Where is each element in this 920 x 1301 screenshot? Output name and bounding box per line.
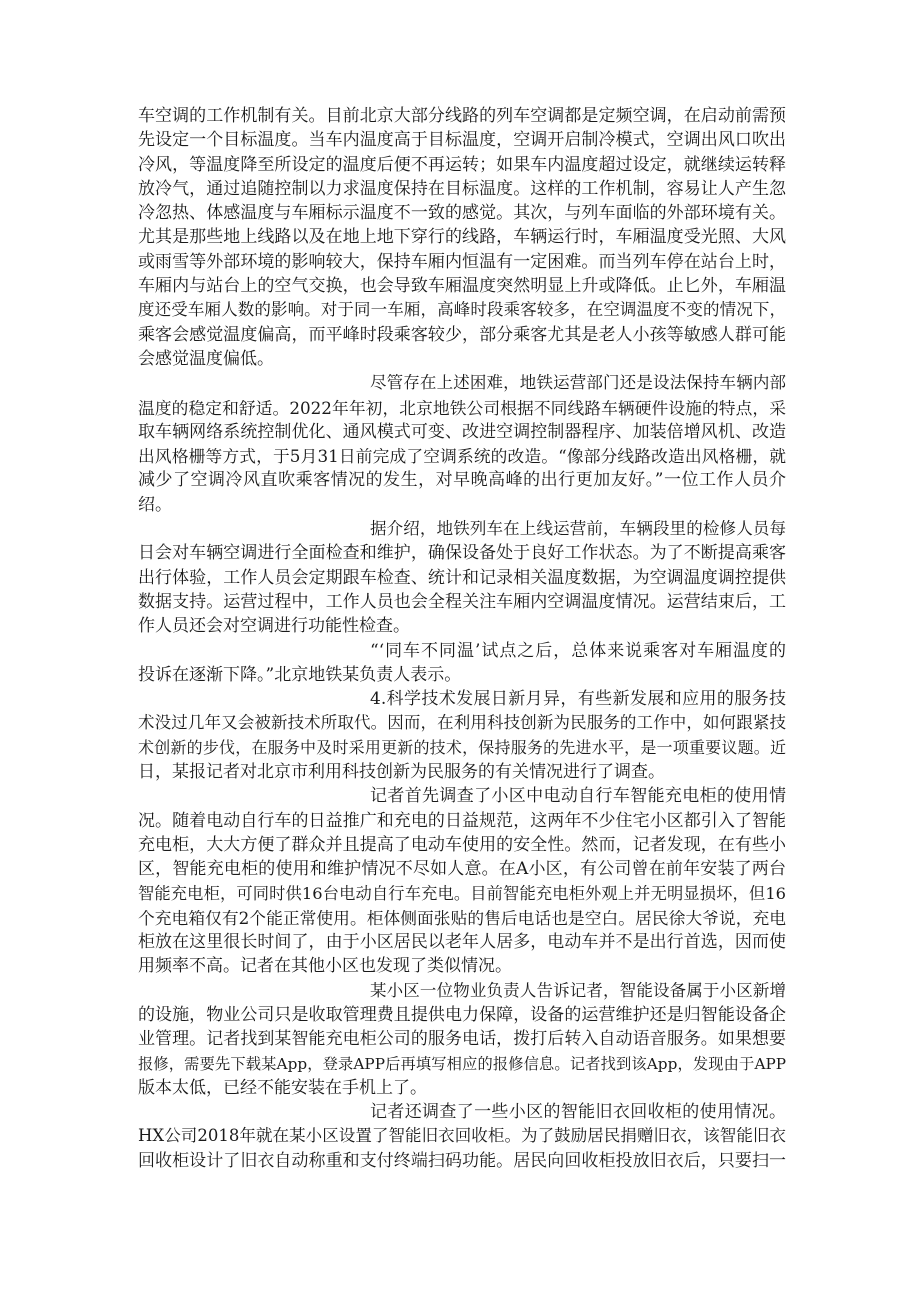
text-line: 智能充电柜，可同时供16台电动自行车充电。目前智能充电柜外观上并无明显损坏，但16 bbox=[138, 883, 786, 903]
text-line: 度还受车厢人数的影响。对于同一车厢，高峰时段乘客较多，在空调温度不变的情况下， bbox=[138, 300, 786, 320]
text-line: 车厢内与站台上的空气交换，也会导致车厢温度突然明显上升或降低。止匕外，车厢温 bbox=[138, 276, 786, 297]
text-line: 出风格栅等方式，于5月31日前完成了空调系统的改造。“像部分线路改造出风格栅，就 bbox=[138, 446, 786, 467]
text-line: 温度的稳定和舒适。2022年年初，北京地铁公司根据不同线路车辆硬件设施的特点，采 bbox=[138, 397, 786, 418]
text-line: 日会对车辆空调进行全面检查和维护，确保设备处于良好工作状态。为了不断提高乘客 bbox=[138, 543, 786, 564]
text-line: 取车辆网络系统控制优化、通风模式可变、改进空调控制器程序、加装倍增风机、改造 bbox=[138, 421, 786, 442]
text-line: 或雨雪等外部环境的影响较大，保持车厢内恒温有一定困难。而当列车停在站台上时， bbox=[138, 251, 786, 272]
text-line: 尤其是那些地上线路以及在地上地下穿行的线路，车辆运行时，车厢温度受光照、大风 bbox=[138, 227, 786, 248]
text-line: 用频率不高。记者在其他小区也发现了类似情况。 bbox=[138, 956, 512, 977]
text-line: 乘客会感觉温度偏高，而平峰时段乘客较少，部分乘客尤其是老人小孩等敏感人群可能 bbox=[138, 324, 786, 345]
text-line: 冷风，等温度降至所设定的温度后便不再运转；如果车内温度超过设定，就继续运转释 bbox=[138, 154, 786, 175]
text-line: 术创新的步伐，在服务中及时采用更新的技术，保持服务的先进水平，是一项重要议题。近 bbox=[138, 737, 786, 757]
text-line: 冷忽热、体感温度与车厢标示温度不一致的感觉。其次，与列车面临的外部环境有关。 bbox=[138, 203, 786, 224]
paragraph-first-line: 4.科学技术发展日新月异，有些新发展和应用的服务技 bbox=[370, 689, 786, 710]
paragraph-first-line: 尽管存在上述困难，地铁运营部门还是设法保持车辆内部 bbox=[370, 373, 786, 393]
paragraph-first-line: 记者还调查了一些小区的智能旧衣回收柜的使用情况。 bbox=[370, 1102, 786, 1123]
text-line: 减少了空调冷风直吹乘客情况的发生，对早晚高峰的出行更加友好。”一位工作人员介 bbox=[138, 470, 786, 491]
text-line: 车空调的工作机制有关。目前北京大部分线路的列车空调都是定频空调，在启动前需预 bbox=[138, 106, 786, 126]
text-line: 业管理。记者找到某智能充电柜公司的服务电话，拨打后转入自动语音服务。如果想要 bbox=[138, 1029, 786, 1050]
paragraph-first-line: 据介绍，地铁列车在上线运营前，车辆段里的检修人员每 bbox=[370, 519, 786, 539]
text-line: 会感觉温度偏低。 bbox=[138, 348, 274, 369]
text-line: 报修，需要先下载某App，登录APP后再填写相应的报修信息。记者找到该App，发现由于APP bbox=[138, 1054, 786, 1073]
text-line: 作人员还会对空调进行功能性检查。 bbox=[138, 616, 410, 637]
paragraph-first-line: “‘同车不同温’试点之后，总体来说乘客对车厢温度的 bbox=[370, 640, 786, 661]
text-line: 放冷气，通过追随控制以力求温度保持在目标温度。这样的工作机制，容易让人产生忽 bbox=[138, 178, 786, 199]
text-line: 的设施，物业公司只是收取管理费且提供电力保障，设备的运营维护还是归智能设备企 bbox=[138, 1004, 786, 1025]
text-line: 术没过几年又会被新技术所取代。因而，在利用科技创新为民服务的工作中，如何跟紧技 bbox=[138, 713, 786, 733]
paragraph-first-line: 记者首先调查了小区中电动自行车智能充电柜的使用情 bbox=[370, 786, 786, 807]
text-line: 区，智能充电柜的使用和维护情况不尽如人意。在A小区，有公司曾在前年安装了两台 bbox=[138, 859, 786, 880]
text-line: 先设定一个目标温度。当车内温度高于目标温度，空调开启制冷模式，空调出风口吹出 bbox=[138, 130, 786, 151]
text-line: 出行体验，工作人员会定期跟车检查、统计和记录相关温度数据，为空调温度调控提供 bbox=[138, 567, 786, 588]
text-line: 绍。 bbox=[138, 494, 172, 515]
text-line: 回收柜设计了旧衣自动称重和支付终端扫码功能。居民向回收柜投放旧衣后，只要扫一 bbox=[138, 1150, 786, 1171]
text-line: 个充电箱仅有2个能正常使用。柜体侧面张贴的售后电话也是空白。居民徐大爷说，充电 bbox=[138, 907, 786, 928]
paragraph-first-line: 某小区一位物业负责人告诉记者，智能设备属于小区新增 bbox=[370, 980, 786, 1000]
text-line: HX公司2018年就在某小区设置了智能旧衣回收柜。为了鼓励居民捐赠旧衣，该智能旧衣 bbox=[138, 1126, 786, 1146]
text-line: 投诉在逐渐下降。”北京地铁某负责人表示。 bbox=[138, 664, 462, 685]
text-line: 况。随着电动自行车的日益推广和充电的日益规范，这两年不少住宅小区都引入了智能 bbox=[138, 810, 786, 831]
text-line: 数据支持。运营过程中，工作人员也会全程关注车厢内空调温度情况。运营结束后，工 bbox=[138, 591, 786, 612]
text-line: 日，某报记者对北京市利用科技创新为民服务的有关情况进行了调查。 bbox=[138, 762, 665, 783]
text-line: 充电柜，大大方便了群众并且提高了电动车使用的安全性。然而，记者发现，在有些小 bbox=[138, 834, 786, 855]
article-body bbox=[138, 104, 786, 1173]
text-line: 版本太低，已经不能安装在手机上了。 bbox=[138, 1077, 427, 1098]
text-line: 柜放在这里很长时间了，由于小区居民以老年人居多，电动车并不是出行首选，因而使 bbox=[138, 932, 786, 953]
